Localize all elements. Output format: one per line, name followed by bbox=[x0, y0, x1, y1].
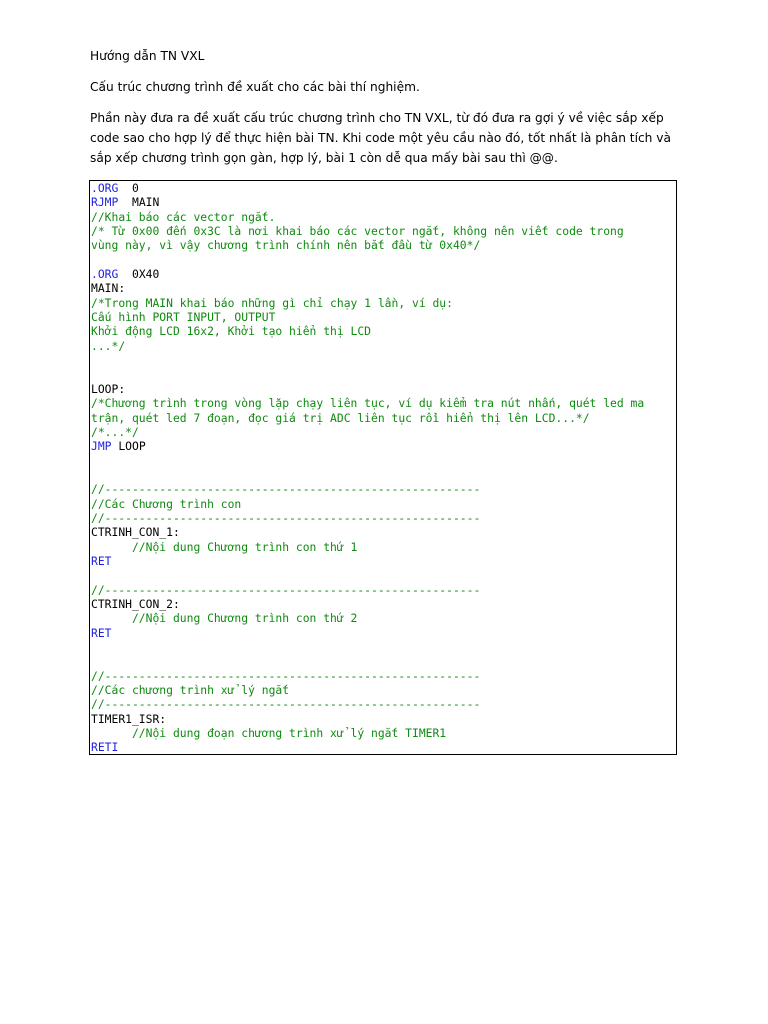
code-line bbox=[91, 712, 676, 726]
code-line bbox=[91, 597, 676, 611]
code-text: LOOP: bbox=[91, 381, 126, 396]
code-keyword: JMP bbox=[91, 439, 112, 454]
code-comment: //------------------------------------------------------- bbox=[91, 510, 481, 525]
code-text: TIMER1_ISR: bbox=[91, 711, 167, 726]
code-line bbox=[91, 540, 676, 554]
intro-line: sắp xếp chương trình gọn gàn, hợp lý, bài 1 còn dễ qua mấy bài sau thì @@. bbox=[90, 151, 558, 165]
code-keyword: .ORG bbox=[91, 267, 119, 282]
code-line bbox=[91, 425, 676, 439]
code-line bbox=[91, 396, 676, 410]
code-text: 0 bbox=[118, 181, 139, 195]
code-line bbox=[91, 726, 676, 740]
code-comment: //Các chương trình xử lý ngắt bbox=[91, 683, 290, 698]
code-line bbox=[91, 353, 676, 367]
code-comment: //------------------------------------------------------- bbox=[91, 482, 481, 497]
code-line bbox=[91, 583, 676, 597]
code-text: 0X40 bbox=[118, 267, 160, 282]
code-line bbox=[91, 482, 676, 496]
code-comment: //Nội dung đoạn chương trình xử lý ngắt TIMER1 bbox=[91, 726, 447, 741]
code-comment: trận, quét led 7 đoạn, đọc giá trị ADC liên tục rồi hiển thị lên LCD...*/ bbox=[91, 410, 590, 425]
code-comment: //------------------------------------------------------- bbox=[91, 582, 481, 597]
document-title: Hướng dẫn TN VXL bbox=[90, 49, 205, 63]
intro-line: Phần này đưa ra đề xuất cấu trúc chương trình cho TN VXL, từ đó đưa ra gợi ý về việc sắp xếp bbox=[90, 111, 664, 125]
code-block bbox=[89, 180, 677, 755]
code-comment: Cấu hình PORT INPUT, OUTPUT bbox=[91, 310, 276, 325]
code-comment: /*Trong MAIN khai báo những gì chỉ chạy 1 lần, ví dụ: bbox=[91, 295, 453, 310]
code-line bbox=[91, 367, 676, 381]
code-line bbox=[91, 511, 676, 525]
code-line bbox=[91, 654, 676, 668]
code-comment: Khởi động LCD 16x2, Khởi tạo hiển thị LCD bbox=[91, 324, 372, 339]
code-line bbox=[91, 281, 676, 295]
code-line bbox=[91, 439, 676, 453]
code-comment: //Nội dung Chương trình con thứ 2 bbox=[91, 611, 358, 626]
code-line bbox=[91, 568, 676, 582]
code-line bbox=[91, 468, 676, 482]
code-comment: /*Chương trình trong vòng lặp chạy liên tục, ví dụ kiểm tra nút nhấn, quét led ma bbox=[91, 396, 645, 411]
code-text: CTRINH_CON_2: bbox=[91, 596, 180, 611]
code-line bbox=[91, 296, 676, 310]
code-keyword: RETI bbox=[91, 740, 119, 755]
code-comment: //------------------------------------------------------- bbox=[91, 668, 481, 683]
code-line bbox=[91, 324, 676, 338]
code-line bbox=[91, 626, 676, 640]
code-comment: //------------------------------------------------------- bbox=[91, 697, 481, 712]
code-comment: /*...*/ bbox=[91, 424, 139, 439]
code-keyword: RET bbox=[91, 625, 112, 640]
document-body bbox=[90, 46, 690, 179]
code-line bbox=[91, 339, 676, 353]
code-text: MAIN: bbox=[91, 281, 126, 296]
code-line bbox=[91, 238, 676, 252]
code-line bbox=[91, 554, 676, 568]
intro-line: code sao cho hợp lý để thực hiện bài TN. Khi code một yêu cầu nào đó, tốt nhất là phân tích và bbox=[90, 131, 671, 145]
code-line bbox=[91, 195, 676, 209]
code-line bbox=[91, 310, 676, 324]
code-line bbox=[91, 253, 676, 267]
code-line bbox=[91, 224, 676, 238]
code-line bbox=[91, 683, 676, 697]
code-line bbox=[91, 697, 676, 711]
code-comment: /* Từ 0x00 đến 0x3C là nơi khai báo các vector ngắt, không nên viết code trong bbox=[91, 224, 624, 239]
code-comment: //Khai báo các vector ngắt. bbox=[91, 209, 276, 224]
code-keyword: RJMP bbox=[91, 195, 119, 210]
code-comment: vùng này, vì vậy chương trình chính nên bắt đầu từ 0x40*/ bbox=[91, 238, 481, 253]
code-comment: //Các Chương trình con bbox=[91, 496, 242, 511]
code-line bbox=[91, 497, 676, 511]
code-line bbox=[91, 640, 676, 654]
intro-paragraph bbox=[90, 108, 690, 168]
code-line bbox=[91, 611, 676, 625]
code-line bbox=[91, 181, 676, 195]
code-line bbox=[91, 411, 676, 425]
code-line bbox=[91, 740, 676, 754]
code-keyword: .ORG bbox=[91, 181, 119, 195]
code-line bbox=[91, 525, 676, 539]
code-line bbox=[91, 454, 676, 468]
code-comment: //Nội dung Chương trình con thứ 1 bbox=[91, 539, 358, 554]
code-text: LOOP bbox=[111, 439, 146, 454]
code-text: CTRINH_CON_1: bbox=[91, 525, 180, 540]
code-keyword: RET bbox=[91, 553, 112, 568]
code-text: MAIN bbox=[118, 195, 160, 210]
code-line bbox=[91, 210, 676, 224]
code-line bbox=[91, 267, 676, 281]
document-subtitle: Cấu trúc chương trình đề xuất cho các bài thí nghiệm. bbox=[90, 80, 420, 94]
code-comment: ...*/ bbox=[91, 338, 126, 353]
code-listing bbox=[91, 181, 676, 755]
code-line bbox=[91, 669, 676, 683]
code-line bbox=[91, 382, 676, 396]
